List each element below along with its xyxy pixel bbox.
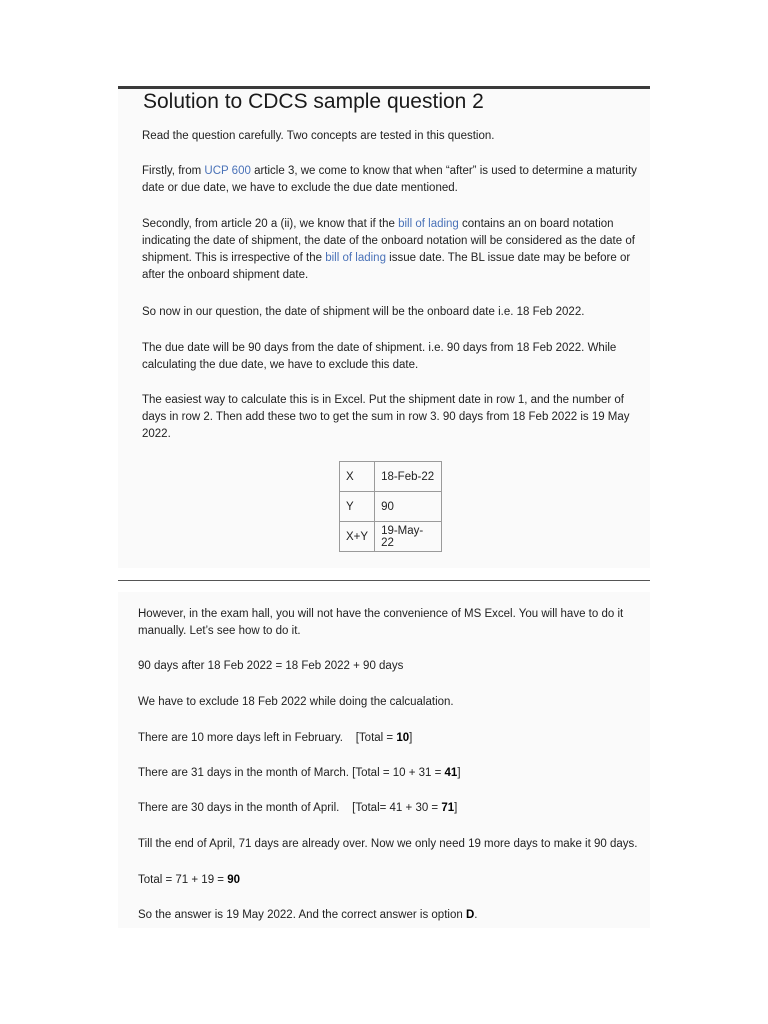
bill-of-lading-link-2[interactable]: bill of lading <box>325 252 386 264</box>
due-date-paragraph: The due date will be 90 days from the date of shipment. i.e. 90 days from 18 Feb 2022. While calculating the due date, we have to exclude this date. <box>142 342 617 371</box>
exclude-date-paragraph: We have to exclude 18 Feb 2022 while doing the calcualation. <box>138 696 454 708</box>
page-title: Solution to CDCS sample question 2 <box>143 90 484 113</box>
march-days-paragraph: There are 31 days in the month of March. [Total = 10 + 31 = 41] <box>138 767 461 779</box>
table-row <box>340 492 442 522</box>
exam-hall-paragraph: However, in the exam hall, you will not have the convenience of MS Excel. You will have to do it manually. Let’s see how to do it. <box>138 608 624 637</box>
excel-paragraph: The easiest way to calculate this is in Excel. Put the shipment date in row 1, and the number of days in row 2. Then add these two to get the sum in row 3. 90 days from 18 Feb 2022 is 19 May 2022. <box>142 394 630 440</box>
table-row <box>340 522 442 552</box>
table-cell-label: Y <box>340 492 375 522</box>
february-total: 10 <box>396 732 410 744</box>
article20-paragraph: Secondly, from article 20 a (ii), we know that if the bill of lading contains an on board notation indicating the date of shipment, the date of the onboard notation will be considered as the date of shipment. This is irrespective of the bill of lading issue date. The BL issue date may be before or after the onboard shipment date. <box>142 218 635 281</box>
february-days-paragraph: There are 10 more days left in February. [Total = 10] <box>138 732 413 744</box>
answer-option: D <box>465 909 475 921</box>
answer-paragraph: So the answer is 19 May 2022. And the correct answer is option D. <box>138 909 478 921</box>
table-cell-label: X+Y <box>340 522 375 552</box>
remaining-days-paragraph: Till the end of April, 71 days are already over. Now we only need 19 more days to make it 90 days. <box>138 838 638 850</box>
days-after-paragraph: 90 days after 18 Feb 2022 = 18 Feb 2022 + 90 days <box>138 660 404 672</box>
april-total: 71 <box>441 802 455 814</box>
march-total: 41 <box>444 767 458 779</box>
bill-of-lading-link[interactable]: bill of lading <box>398 218 459 230</box>
shipment-date-paragraph: So now in our question, the date of shipment will be the onboard date i.e. 18 Feb 2022. <box>142 306 585 318</box>
april-days-paragraph: There are 30 days in the month of April. [Total= 41 + 30 = 71] <box>138 802 458 814</box>
total-paragraph: Total = 71 + 19 = 90 <box>138 874 240 886</box>
ucp-600-link[interactable]: UCP 600 <box>204 165 251 177</box>
excel-calculation-table <box>339 461 442 552</box>
table-cell-value: 90 <box>375 492 442 522</box>
grand-total: 90 <box>227 874 240 886</box>
table-cell-value: 18-Feb-22 <box>375 462 442 492</box>
table-cell-label: X <box>340 462 375 492</box>
table-cell-value: 19-May-22 <box>375 522 442 552</box>
section-divider <box>118 580 650 581</box>
ucp-article3-paragraph: Firstly, from UCP 600 article 3, we come to know that when “after” is used to determine a maturity date or due date, we have to exclude the due date mentioned. <box>142 165 637 194</box>
table-row <box>340 462 442 492</box>
intro-paragraph: Read the question carefully. Two concepts are tested in this question. <box>142 130 495 142</box>
